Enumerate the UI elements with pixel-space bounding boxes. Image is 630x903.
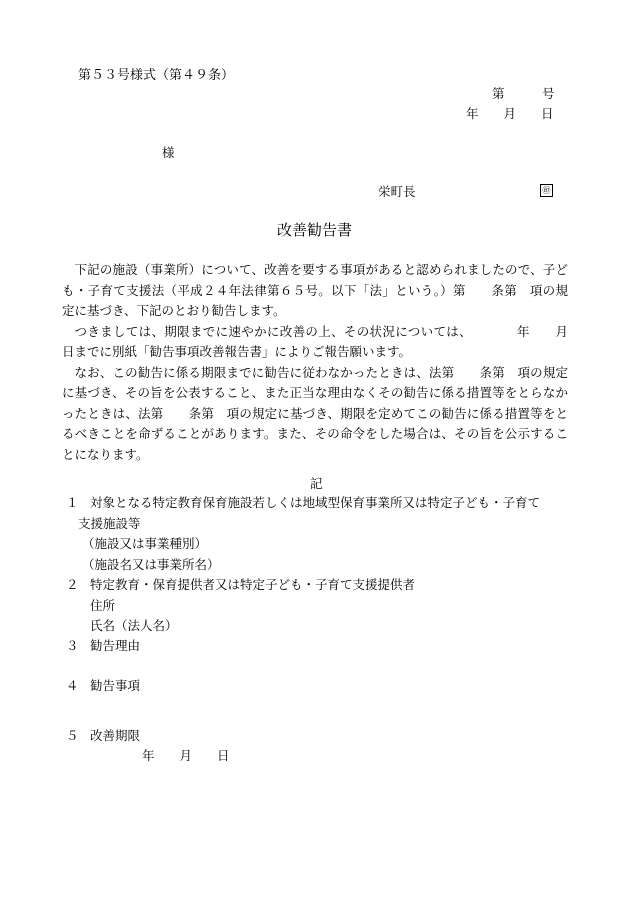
item-4-text: 勧告事項 (90, 678, 141, 693)
seal-mark: ㊞ (540, 184, 553, 197)
item-3-number: ３ (66, 638, 79, 653)
document-title: 改善勧告書 (277, 221, 353, 239)
document-number: 第 号 (492, 86, 555, 101)
ki-heading: 記 (310, 476, 323, 491)
form-number: 第５３号様式（第４９条） (78, 68, 235, 83)
item-2-address: 住所 (90, 598, 116, 613)
item-1-number: １ (66, 495, 79, 510)
item-2-text: 特定教育・保育提供者又は特定子ども・子育て支援提供者 (90, 577, 416, 592)
item-3-text: 勧告理由 (90, 638, 141, 653)
item-5-number: ５ (66, 728, 79, 743)
item-5-text: 改善期限 (90, 728, 141, 743)
official-seal (540, 182, 553, 197)
paragraph-1: 下記の施設（事業所）について、改善を要する事項があると認められましたので、子ども・子育て支援法（平成２４年法律第６５号。以下「法」という。）第 条第 項の規定に基づき、下記のとおり勧告します。 (62, 262, 568, 318)
item-1-facility-type: （施設又は事業種別） (82, 536, 208, 551)
paragraph-2: つきましては、期限までに速やかに改善の上、その状況については、 年 月 日までに別紙「勧告事項改善報告書」によりご報告願います。 (62, 323, 594, 359)
item-1-facility-name: （施設名又は事業所名） (82, 557, 220, 572)
item-1-text: 対象となる特定教育保育施設若しくは地域型保育事業所又は特定子ども・子育て (90, 495, 541, 510)
body-text (62, 260, 594, 465)
item-2-number: ２ (66, 577, 79, 592)
issue-date: 年 月 日 (466, 106, 554, 121)
item-5-date: 年 月 日 (142, 748, 230, 763)
item-2-name: 氏名（法人名） (90, 618, 178, 633)
item-1-text-cont: 支援施設等 (78, 516, 141, 531)
item-4-number: ４ (66, 678, 79, 693)
addressee-suffix: 様 (162, 145, 175, 160)
sender-name: 栄町長 (378, 184, 416, 199)
paragraph-3: なお、この勧告に係る期限までに勧告に従わなかったときは、法第 条第 項の規定に基づき、その旨を公表すること、また正当な理由なくその勧告に係る措置等をとらなかったときは、法第 条第 項の規定に基づき、期限を定めてこの勧告に係る措置等をとるべきことを命ずることがあります。また、その命令をした場合は、その旨を公示することになります。 (62, 364, 568, 462)
